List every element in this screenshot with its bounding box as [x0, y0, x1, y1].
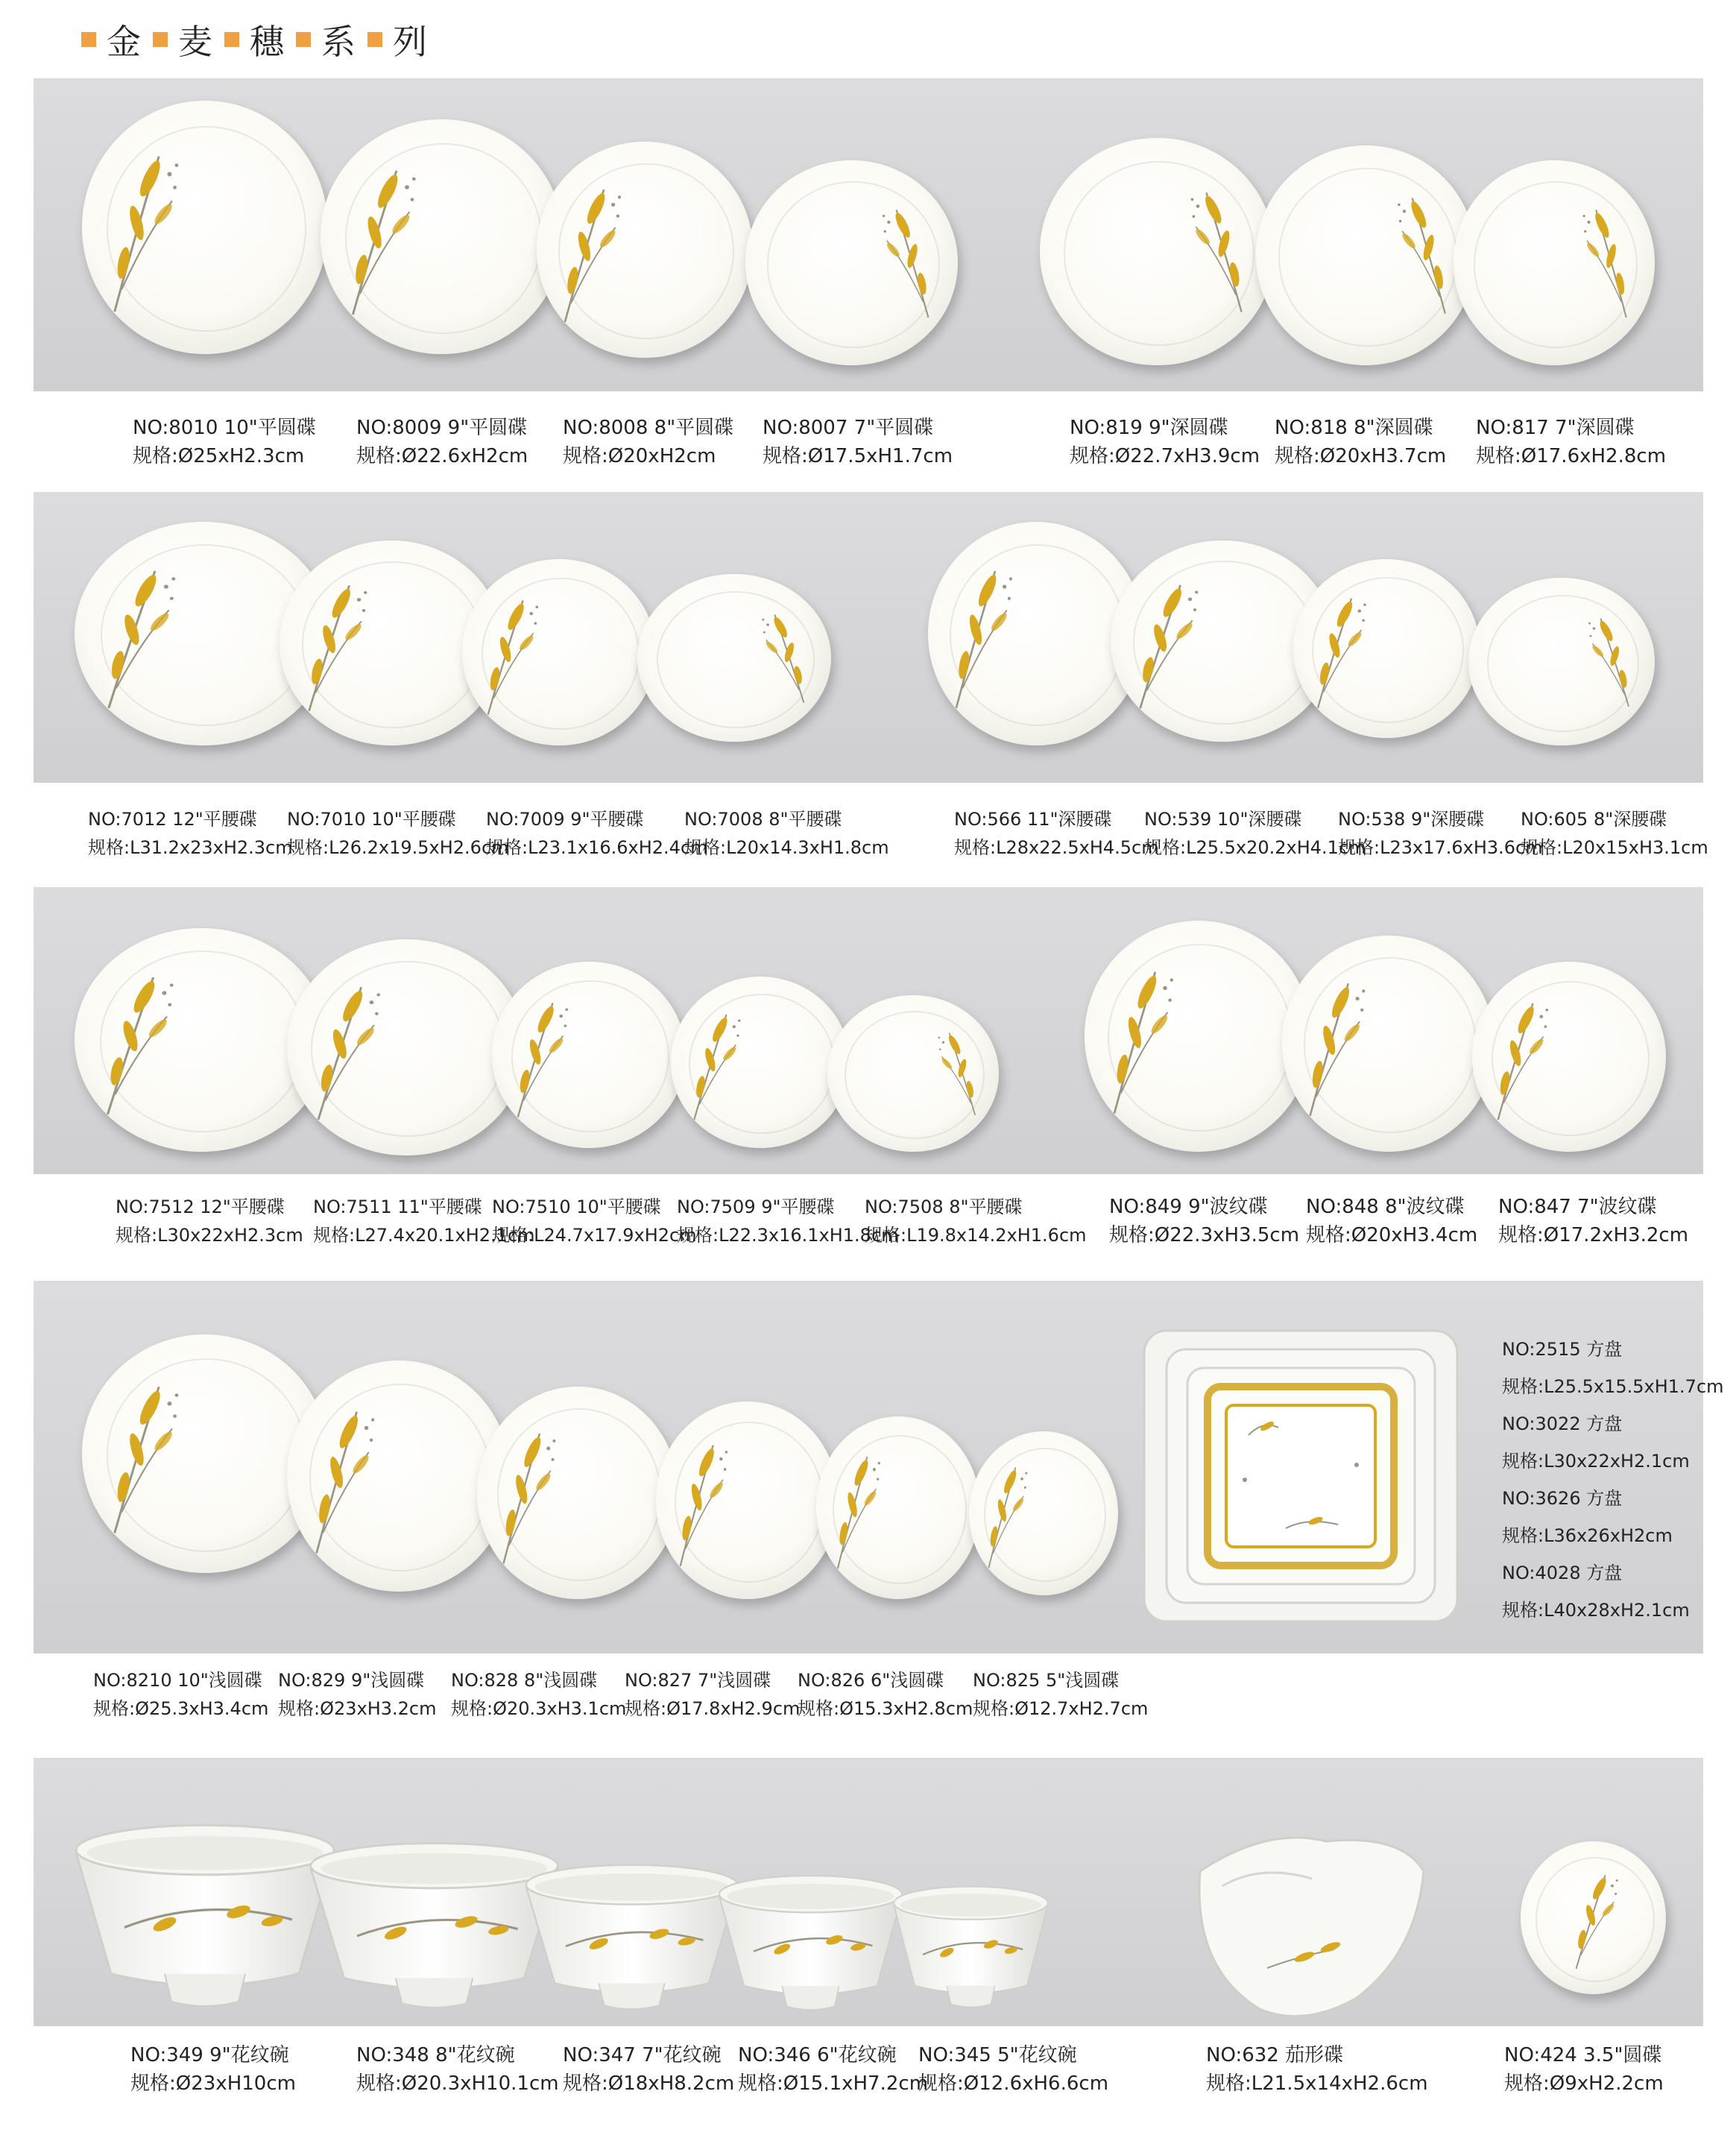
product-caption: NO:8210 10"浅圆碟 规格:Ø25.3xH3.4cm [93, 1670, 269, 1719]
plate-image [1472, 962, 1666, 1152]
bowl-image [522, 1860, 742, 2020]
plate-image [287, 1361, 511, 1592]
plate-image [1293, 559, 1480, 738]
plate-image [1040, 138, 1275, 365]
product-caption: NO:7012 12"平腰碟 规格:L31.2x23xH2.3cm [88, 809, 293, 858]
product-caption: NO:7512 12"平腰碟 规格:L30x22xH2.3cm [116, 1196, 303, 1246]
product-caption: NO:605 8"深腰碟 规格:L20x15xH3.1cm [1521, 809, 1708, 858]
plate-image [969, 1431, 1118, 1595]
orange-square-icon [224, 32, 239, 47]
tray-caption: NO:4028 方盘 规格:L40x28xH2.1cm [1502, 1563, 1690, 1621]
plate-image [1282, 936, 1494, 1152]
product-caption: NO:818 8"深圆碟 规格:Ø20xH3.7cm [1275, 417, 1447, 467]
bowl-image [891, 1882, 1051, 2017]
product-caption: NO:829 9"浅圆碟 规格:Ø23xH3.2cm [278, 1670, 437, 1719]
plate-image [1468, 578, 1655, 745]
product-caption: NO:7508 8"平腰碟 规格:L19.8x14.2xH1.6cm [865, 1196, 1087, 1246]
plate-image [1453, 160, 1655, 365]
product-caption: NO:827 7"浅圆碟 规格:Ø17.8xH2.9cm [625, 1670, 801, 1719]
tray-caption: NO:3626 方盘 规格:L36x26xH2cm [1502, 1488, 1673, 1546]
plate-image [671, 977, 850, 1148]
plate-image [1256, 145, 1476, 365]
title-char: 列 [393, 22, 429, 62]
product-caption: NO:826 6"浅圆碟 规格:Ø15.3xH2.8cm [798, 1670, 973, 1719]
tray-image [1137, 1316, 1465, 1629]
product-caption: NO:8008 8"平圆碟 规格:Ø20xH2cm [563, 417, 734, 467]
product-caption: NO:7009 9"平腰碟 规格:L23.1x16.6xH2.4cm [486, 809, 708, 858]
product-caption: NO:8009 9"平圆碟 规格:Ø22.6xH2cm [356, 417, 528, 467]
product-caption: NO:7008 8"平腰碟 规格:L20x14.3xH1.8cm [684, 809, 889, 858]
bowl-image [716, 1871, 906, 2020]
product-caption: NO:7509 9"平腰碟 规格:L22.3x16.1xH1.8cm [677, 1196, 899, 1246]
bowl-image [71, 1819, 339, 2020]
product-caption: NO:848 8"波纹碟 规格:Ø20xH3.4cm [1306, 1196, 1478, 1246]
orange-square-icon [81, 32, 96, 47]
product-caption: NO:347 7"花纹碗 规格:Ø18xH8.2cm [563, 2044, 735, 2095]
plate-image [462, 559, 656, 745]
plate-image [816, 1416, 980, 1599]
title-char: 麦 [178, 22, 214, 62]
tray-caption: NO:2515 方盘 规格:L25.5x15.5xH1.7cm [1502, 1339, 1724, 1397]
title-char: 金 [107, 22, 142, 62]
plate-image [1085, 921, 1312, 1152]
product-caption: NO:817 7"深圆碟 规格:Ø17.6xH2.8cm [1476, 417, 1667, 467]
series-title [71, 13, 429, 66]
product-caption: NO:8007 7"平圆碟 规格:Ø17.5xH1.7cm [763, 417, 953, 467]
product-caption: NO:538 9"深腰碟 规格:L23x17.6xH3.6cm [1338, 809, 1543, 858]
product-caption: NO:632 茄形碟 规格:L21.5x14xH2.6cm [1206, 2044, 1428, 2095]
title-char: 穗 [250, 22, 285, 62]
plate-image [537, 142, 753, 358]
product-caption: NO:349 9"花纹碗 规格:Ø23xH10cm [130, 2044, 296, 2095]
small-round-dish-image [1521, 1841, 1666, 1994]
orange-square-icon [296, 32, 311, 47]
product-caption: NO:849 9"波纹碟 规格:Ø22.3xH3.5cm [1109, 1196, 1300, 1246]
product-caption: NO:7510 10"平腰碟 规格:L24.7x17.9xH2cm [492, 1196, 697, 1246]
product-caption: NO:424 3.5"圆碟 规格:Ø9xH2.2cm [1504, 2044, 1664, 2095]
product-caption: NO:828 8"浅圆碟 规格:Ø20.3xH3.1cm [451, 1670, 627, 1719]
product-caption: NO:7010 10"平腰碟 规格:L26.2x19.5xH2.6cm [287, 809, 509, 858]
product-caption: NO:348 8"花纹碗 规格:Ø20.3xH10.1cm [356, 2044, 559, 2095]
plate-image [82, 101, 328, 354]
plate-image [745, 160, 958, 365]
product-caption: NO:566 11"深腰碟 规格:L28x22.5xH4.5cm [954, 809, 1159, 858]
plate-image [492, 962, 686, 1148]
title-char: 系 [321, 22, 357, 62]
orange-square-icon [153, 32, 168, 47]
product-caption: NO:7511 11"平腰碟 规格:L27.4x20.1xH2.1cm [313, 1196, 535, 1246]
product-caption: NO:539 10"深腰碟 规格:L25.5x20.2xH4.1cm [1144, 809, 1366, 858]
plate-image [827, 995, 999, 1152]
eggplant-dish-image [1178, 1819, 1442, 2028]
product-caption: NO:346 6"花纹碗 规格:Ø15.1xH7.2cm [738, 2044, 929, 2095]
product-caption: NO:8010 10"平圆碟 规格:Ø25xH2.3cm [133, 417, 316, 467]
plate-image [477, 1387, 678, 1599]
tray-caption: NO:3022 方盘 规格:L30x22xH2.1cm [1502, 1413, 1690, 1472]
plate-image [321, 119, 563, 354]
plate-image [287, 939, 525, 1155]
plate-image [656, 1402, 839, 1599]
product-caption: NO:825 5"浅圆碟 规格:Ø12.7xH2.7cm [973, 1670, 1149, 1719]
product-caption: NO:847 7"波纹碟 规格:Ø17.2xH3.2cm [1498, 1196, 1689, 1246]
product-caption: NO:819 9"深圆碟 规格:Ø22.7xH3.9cm [1070, 417, 1260, 467]
plate-image [637, 574, 831, 742]
product-caption: NO:345 5"花纹碗 规格:Ø12.6xH6.6cm [918, 2044, 1109, 2095]
orange-square-icon [367, 32, 382, 47]
